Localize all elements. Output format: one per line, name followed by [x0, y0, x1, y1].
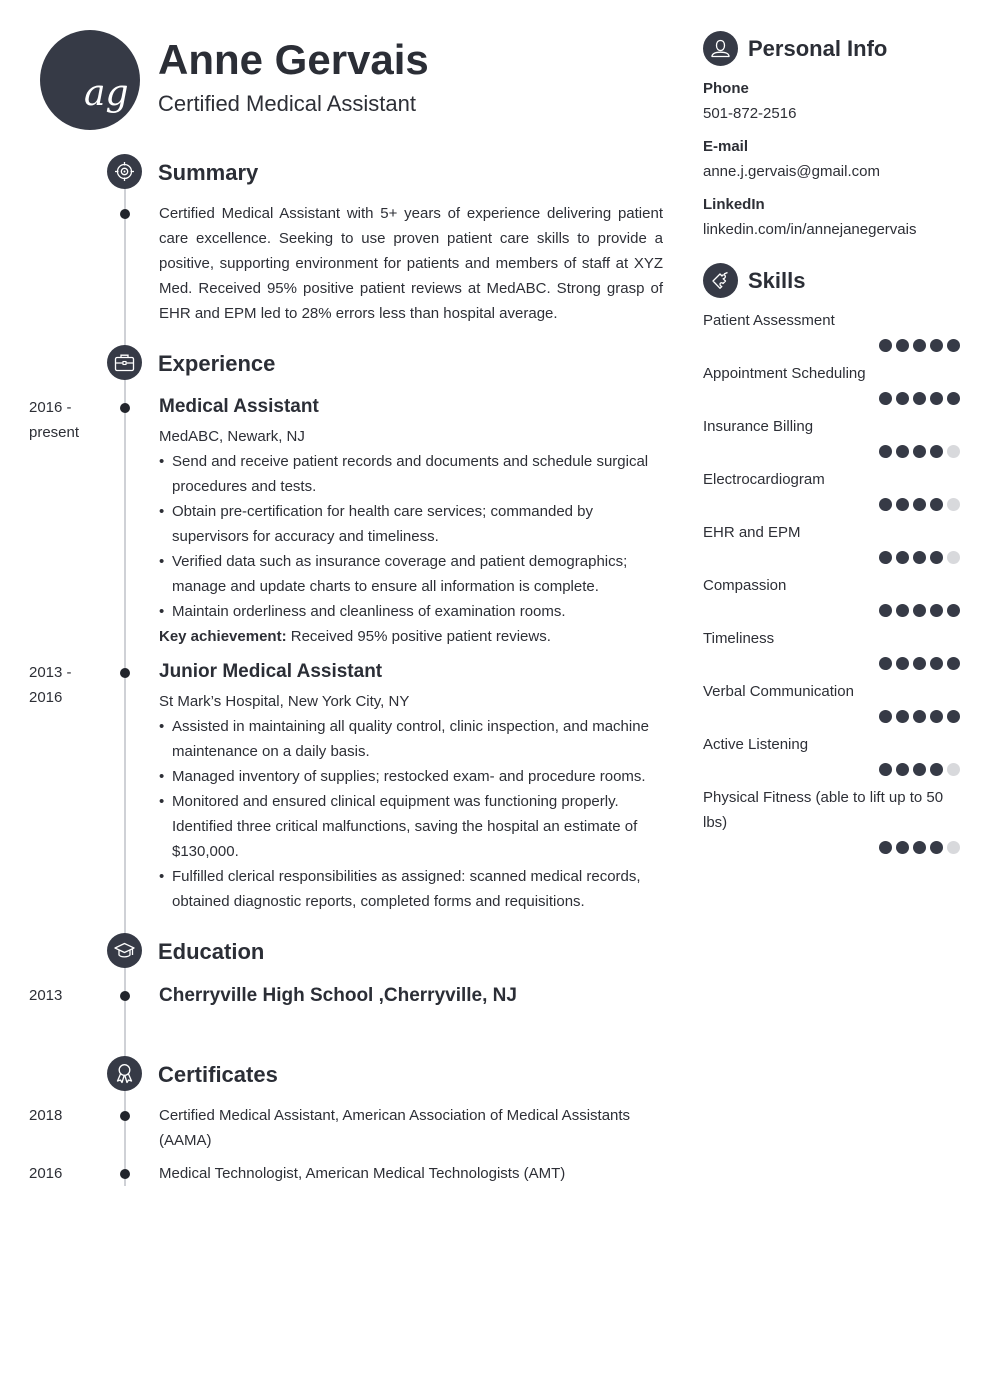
puzzle-icon	[710, 270, 731, 291]
rating-dot-filled	[947, 604, 960, 617]
timeline-line-education	[124, 967, 126, 1059]
rating-dot-filled	[930, 841, 943, 854]
skill-item	[703, 573, 960, 617]
summary-heading: Summary	[158, 160, 259, 185]
job-bullet: • Send and receive patient records and documents and schedule surgical procedures and tests.	[159, 449, 659, 499]
education-section-icon	[107, 933, 142, 968]
rating-dot-filled	[913, 657, 926, 670]
rating-dot-filled	[896, 445, 909, 458]
rating-dot-filled	[879, 551, 892, 564]
rating-dot-filled	[879, 392, 892, 405]
certificate-date: 2016	[29, 1165, 63, 1182]
rating-dot-filled	[930, 763, 943, 776]
rating-dot-filled	[879, 763, 892, 776]
job-entry	[159, 393, 659, 649]
experience-section-icon	[107, 345, 142, 380]
rating-dot-filled	[947, 657, 960, 670]
job-date: 2016 - present	[29, 399, 80, 441]
skill-rating	[703, 339, 960, 352]
skill-rating	[703, 498, 960, 511]
job-title: Medical Assistant	[159, 396, 319, 417]
target-icon	[114, 161, 135, 182]
experience-heading: Experience	[158, 351, 276, 376]
skills-heading: Skills	[748, 268, 806, 293]
rating-dot-filled	[930, 498, 943, 511]
job-bullet: • Verified data such as insurance coverage and patient demographics; manage and update charts to ensure all information is complete.	[159, 549, 659, 599]
rating-dot-filled	[896, 339, 909, 352]
skill-name: Verbal Communication	[703, 683, 854, 700]
job-date: 2013 - 2016	[29, 664, 72, 706]
rating-dot-filled	[930, 710, 943, 723]
skill-item	[703, 361, 960, 405]
rating-dot-filled	[896, 392, 909, 405]
rating-dot-filled	[896, 498, 909, 511]
rating-dot-filled	[930, 392, 943, 405]
phone-value: 501-872-2516	[703, 105, 797, 122]
key-achievement	[159, 624, 659, 649]
skill-item	[703, 626, 960, 670]
personal-info-section-icon	[703, 31, 738, 66]
graduation-cap-icon	[114, 940, 135, 961]
linkedin-label: LinkedIn	[703, 196, 765, 213]
job-company: MedABC, Newark, NJ	[159, 428, 305, 445]
rating-dot-filled	[896, 604, 909, 617]
rating-dot-filled	[896, 551, 909, 564]
skill-rating	[703, 657, 960, 670]
skill-name: Active Listening	[703, 736, 809, 753]
education-school: Cherryville High School ,Cherryville, NJ	[159, 985, 517, 1006]
timeline-dot	[120, 1111, 130, 1121]
skill-rating	[703, 392, 960, 405]
job-bullet: • Managed inventory of supplies; restocked exam- and procedure rooms.	[159, 764, 659, 789]
job-bullet: • Obtain pre-certification for health care services; commanded by supervisors for accuracy and timeliness.	[159, 499, 659, 549]
job-bullets	[159, 449, 659, 624]
rating-dot-filled	[913, 841, 926, 854]
skill-name: Timeliness	[703, 630, 775, 647]
education-date: 2013	[29, 987, 63, 1004]
email-label: E-mail	[703, 138, 749, 155]
rating-dot-filled	[913, 392, 926, 405]
rating-dot-filled	[930, 657, 943, 670]
skill-name: Physical Fitness (able to lift up to 50 lbs)	[703, 789, 944, 831]
timeline-dot	[120, 1169, 130, 1179]
skill-item	[703, 520, 960, 564]
job-bullet: • Monitored and ensured clinical equipment was functioning properly. Identified three critical malfunctions, saving the hospital an estimate of $130,000.	[159, 789, 659, 864]
phone-label: Phone	[703, 80, 749, 97]
rating-dot-empty	[947, 498, 960, 511]
certificates-heading: Certificates	[158, 1062, 278, 1087]
certificates-section-icon	[107, 1056, 142, 1091]
rating-dot-filled	[947, 392, 960, 405]
rating-dot-filled	[947, 710, 960, 723]
job-title: Junior Medical Assistant	[159, 661, 383, 682]
rating-dot-filled	[913, 339, 926, 352]
rating-dot-filled	[913, 445, 926, 458]
certificate-text: Medical Technologist, American Medical Technologists (AMT)	[159, 1165, 566, 1182]
candidate-name: Anne Gervais	[158, 36, 429, 83]
timeline-dot	[120, 403, 130, 413]
briefcase-icon	[114, 352, 135, 373]
skill-item	[703, 414, 960, 458]
job-entry	[159, 658, 659, 914]
skill-name: Compassion	[703, 577, 787, 594]
skill-item	[703, 467, 960, 511]
personal-info-heading: Personal Info	[748, 36, 888, 61]
skill-name: Patient Assessment	[703, 312, 835, 329]
summary-section-icon	[107, 154, 142, 189]
skill-name: EHR and EPM	[703, 524, 801, 541]
monogram-initials: ag	[84, 73, 129, 114]
rating-dot-filled	[896, 763, 909, 776]
rating-dot-filled	[913, 604, 926, 617]
monogram-avatar	[40, 30, 140, 130]
skills-list	[703, 308, 960, 863]
skill-item	[703, 732, 960, 776]
skill-rating	[703, 604, 960, 617]
job-bullet: • Fulfilled clerical responsibilities as assigned: scanned medical records, obtained diagnostic reports, completed forms and requisitions.	[159, 864, 659, 914]
job-company: St Mark’s Hospital, New York City, NY	[159, 693, 410, 710]
skill-rating	[703, 710, 960, 723]
candidate-title: Certified Medical Assistant	[158, 91, 416, 116]
skill-item	[703, 785, 960, 854]
rating-dot-empty	[947, 763, 960, 776]
rating-dot-empty	[947, 551, 960, 564]
rating-dot-filled	[913, 763, 926, 776]
skill-item	[703, 308, 960, 352]
rating-dot-filled	[896, 657, 909, 670]
job-bullet: • Maintain orderliness and cleanliness of examination rooms.	[159, 599, 659, 624]
rating-dot-filled	[879, 445, 892, 458]
user-icon	[710, 38, 731, 59]
rating-dot-filled	[879, 841, 892, 854]
skill-rating	[703, 763, 960, 776]
rating-dot-filled	[879, 498, 892, 511]
rating-dot-filled	[896, 841, 909, 854]
timeline-line-experience	[124, 379, 126, 936]
rating-dot-filled	[879, 339, 892, 352]
skill-name: Electrocardiogram	[703, 471, 825, 488]
certificate-text: Certified Medical Assistant, American Association of Medical Assistants (AAMA)	[159, 1107, 631, 1149]
email-value[interactable]: anne.j.gervais@gmail.com	[703, 163, 880, 180]
rating-dot-filled	[879, 604, 892, 617]
linkedin-value[interactable]: linkedin.com/in/annejanegervais	[703, 221, 917, 238]
certificate-date: 2018	[29, 1107, 63, 1124]
skills-section-icon	[703, 263, 738, 298]
rating-dot-empty	[947, 445, 960, 458]
rating-dot-filled	[896, 710, 909, 723]
award-ribbon-icon	[114, 1063, 135, 1084]
key-achievement-text: Received 95% positive patient reviews.	[286, 628, 551, 645]
rating-dot-filled	[913, 551, 926, 564]
rating-dot-filled	[879, 710, 892, 723]
rating-dot-filled	[913, 498, 926, 511]
summary-text: Certified Medical Assistant with 5+ years of experience delivering patient care excellence. Seeking to use proven patient care skills to provide a positive, supporting environment for patients and members of staff at XYZ Med. Received 95% positive patient reviews at MedABC. Strong grasp of EHR and EPM led to 28% errors less than hospital average.	[159, 205, 663, 322]
timeline-dot	[120, 668, 130, 678]
skill-rating	[703, 445, 960, 458]
rating-dot-filled	[930, 604, 943, 617]
rating-dot-filled	[947, 339, 960, 352]
skill-name: Appointment Scheduling	[703, 365, 866, 382]
rating-dot-filled	[930, 339, 943, 352]
timeline-dot	[120, 991, 130, 1001]
job-bullets	[159, 714, 659, 914]
job-bullet: • Assisted in maintaining all quality control, clinic inspection, and machine maintenance on a daily basis.	[159, 714, 659, 764]
skill-rating	[703, 551, 960, 564]
rating-dot-filled	[913, 710, 926, 723]
rating-dot-empty	[947, 841, 960, 854]
skill-name: Insurance Billing	[703, 418, 814, 435]
key-achievement-label: Key achievement:	[159, 628, 287, 645]
rating-dot-filled	[879, 657, 892, 670]
timeline-dot	[120, 209, 130, 219]
rating-dot-filled	[930, 445, 943, 458]
education-heading: Education	[158, 939, 265, 964]
skill-rating	[703, 841, 960, 854]
skill-item	[703, 679, 960, 723]
rating-dot-filled	[930, 551, 943, 564]
